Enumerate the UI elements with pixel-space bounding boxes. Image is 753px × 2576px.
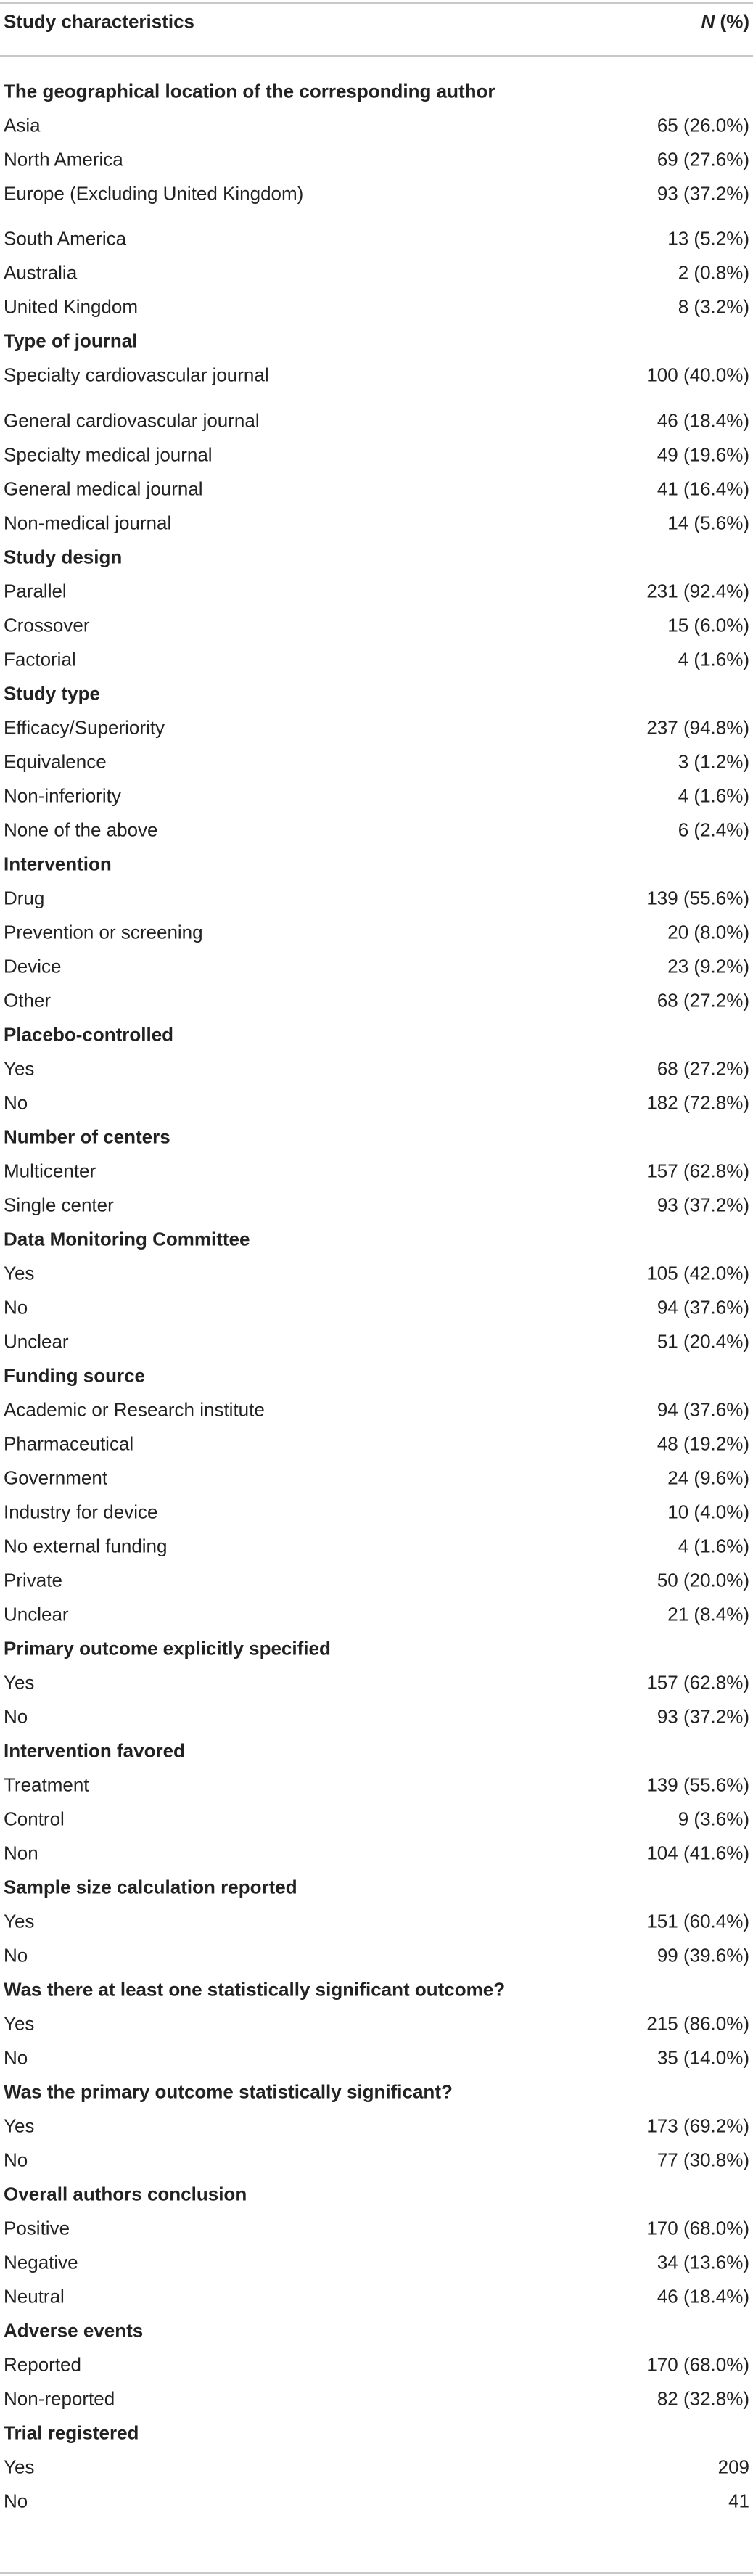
row-value: 77 (30.8%) xyxy=(657,2149,749,2171)
table-row xyxy=(0,1087,753,1119)
table-row xyxy=(0,2247,753,2278)
row-label: Non-reported xyxy=(4,2387,115,2410)
table-row xyxy=(0,1326,753,1358)
row-label: Reported xyxy=(4,2353,81,2376)
row-label: Non-medical journal xyxy=(4,512,172,534)
table-row xyxy=(0,2349,753,2381)
section-header-row xyxy=(0,1871,753,1903)
section-header-row xyxy=(0,678,753,710)
row-value: 139 (55.6%) xyxy=(646,887,749,909)
table-row xyxy=(0,223,753,255)
table-row xyxy=(0,2042,753,2074)
table-row xyxy=(0,1189,753,1221)
table-row xyxy=(0,1530,753,1562)
table-row xyxy=(0,1599,753,1630)
column-header-percent: (%) xyxy=(715,10,749,33)
row-label: Negative xyxy=(4,2251,78,2273)
row-label: Drug xyxy=(4,887,45,909)
table-row xyxy=(0,1394,753,1426)
row-value: 51 (20.4%) xyxy=(657,1330,749,1353)
row-label: None of the above xyxy=(4,819,158,841)
section-header-row xyxy=(0,1121,753,1153)
table-row xyxy=(0,144,753,176)
row-label: Yes xyxy=(4,1262,35,1284)
section-header-row xyxy=(0,2178,753,2210)
row-value: 46 (18.4%) xyxy=(657,409,749,432)
row-label: No xyxy=(4,2490,28,2512)
row-value: 41 (16.4%) xyxy=(657,477,749,500)
table-row xyxy=(0,644,753,676)
table-row xyxy=(0,1769,753,1801)
section-header-row xyxy=(0,2076,753,2108)
table-row xyxy=(0,951,753,983)
row-value: 151 (60.4%) xyxy=(646,1910,749,1932)
row-value: 48 (19.2%) xyxy=(657,1432,749,1455)
table-bottom-rule xyxy=(0,2572,753,2574)
row-value: 157 (62.8%) xyxy=(646,1671,749,1694)
table-row xyxy=(0,507,753,539)
row-label: Europe (Excluding United Kingdom) xyxy=(4,182,304,205)
section-title: Data Monitoring Committee xyxy=(4,1228,250,1250)
table-row xyxy=(0,473,753,505)
row-value: 104 (41.6%) xyxy=(646,1842,749,1864)
table-row xyxy=(0,1940,753,1972)
row-value: 237 (94.8%) xyxy=(646,716,749,739)
table-row xyxy=(0,1906,753,1937)
row-label: No xyxy=(4,2149,28,2171)
row-label: Control xyxy=(4,1808,65,1830)
row-label: General medical journal xyxy=(4,477,203,500)
section-title: Type of journal xyxy=(4,329,138,352)
table-row xyxy=(0,2008,753,2040)
table-row xyxy=(0,882,753,914)
table-row xyxy=(0,610,753,641)
section-title: Placebo-controlled xyxy=(4,1023,174,1046)
row-value: 2 (0.8%) xyxy=(678,261,749,284)
row-label: Industry for device xyxy=(4,1501,158,1523)
table-row xyxy=(0,291,753,323)
table-row xyxy=(0,359,753,391)
row-value: 69 (27.6%) xyxy=(657,148,749,171)
table-row xyxy=(0,1667,753,1699)
table-row xyxy=(0,1428,753,1460)
table-row xyxy=(0,1837,753,1869)
section-title: Study type xyxy=(4,682,100,705)
section-title: Was the primary outcome statistically significant? xyxy=(4,2080,453,2103)
table-row xyxy=(0,2144,753,2176)
row-value: 35 (14.0%) xyxy=(657,2046,749,2069)
table-row xyxy=(0,1701,753,1733)
row-value: 231 (92.4%) xyxy=(646,580,749,602)
row-label: No xyxy=(4,1091,28,1114)
row-label: Australia xyxy=(4,261,78,284)
row-value: 82 (32.8%) xyxy=(657,2387,749,2410)
row-value: 170 (68.0%) xyxy=(646,2353,749,2376)
table-header-row xyxy=(0,6,753,38)
row-label: No xyxy=(4,1296,28,1318)
row-label: Non-inferiority xyxy=(4,784,121,807)
row-value: 8 (3.2%) xyxy=(678,295,749,318)
table-row xyxy=(0,405,753,437)
row-label: Specialty medical journal xyxy=(4,443,213,466)
row-label: South America xyxy=(4,227,127,250)
section-title: Adverse events xyxy=(4,2319,144,2342)
row-value: 105 (42.0%) xyxy=(646,1262,749,1284)
row-label: Prevention or screening xyxy=(4,921,203,943)
row-value: 93 (37.2%) xyxy=(657,1705,749,1728)
row-value: 68 (27.2%) xyxy=(657,1057,749,1080)
section-title: Sample size calculation reported xyxy=(4,1876,297,1898)
row-value: 93 (37.2%) xyxy=(657,182,749,205)
table-row xyxy=(0,1496,753,1528)
row-label: Parallel xyxy=(4,580,67,602)
section-header-row xyxy=(0,1974,753,2006)
row-label: Multicenter xyxy=(4,1160,96,1182)
row-value: 10 (4.0%) xyxy=(667,1501,749,1523)
section-title: Was there at least one statistically significant outcome? xyxy=(4,1978,506,2001)
section-title: Study design xyxy=(4,546,123,568)
row-value: 68 (27.2%) xyxy=(657,989,749,1012)
section-title: Number of centers xyxy=(4,1125,170,1148)
row-label: Positive xyxy=(4,2217,70,2239)
row-label: United Kingdom xyxy=(4,295,138,318)
row-label: Yes xyxy=(4,1910,35,1932)
row-value: 182 (72.8%) xyxy=(646,1091,749,1114)
table-row xyxy=(0,575,753,607)
row-label: Yes xyxy=(4,2114,35,2137)
row-label: Factorial xyxy=(4,648,76,670)
table-row xyxy=(0,1564,753,1596)
row-value: 173 (69.2%) xyxy=(646,2114,749,2137)
table-row xyxy=(0,2485,753,2517)
row-value: 209 xyxy=(717,2456,749,2478)
row-value: 21 (8.4%) xyxy=(667,1603,749,1625)
table-row xyxy=(0,916,753,948)
row-label: Neutral xyxy=(4,2285,65,2308)
row-value: 46 (18.4%) xyxy=(657,2285,749,2308)
section-title: Funding source xyxy=(4,1364,145,1387)
section-title: Intervention favored xyxy=(4,1739,185,1762)
section-header-row xyxy=(0,1223,753,1255)
row-label: Asia xyxy=(4,114,41,136)
table-top-rule xyxy=(0,2,753,4)
column-header-n: N xyxy=(701,10,715,33)
table-row xyxy=(0,1803,753,1835)
row-value: 6 (2.4%) xyxy=(678,819,749,841)
section-header-row xyxy=(0,2417,753,2449)
table-header-rule xyxy=(0,55,753,57)
row-value: 23 (9.2%) xyxy=(667,955,749,977)
row-label: Pharmaceutical xyxy=(4,1432,134,1455)
row-label: Device xyxy=(4,955,62,977)
row-value: 14 (5.6%) xyxy=(667,512,749,534)
row-label: No xyxy=(4,2046,28,2069)
section-header-row xyxy=(0,848,753,880)
section-header-row xyxy=(0,1360,753,1392)
row-label: Crossover xyxy=(4,614,90,636)
table-row xyxy=(0,1053,753,1085)
table-row xyxy=(0,985,753,1017)
table-row xyxy=(0,110,753,141)
table-row xyxy=(0,257,753,289)
row-label: No external funding xyxy=(4,1535,168,1557)
row-value: 139 (55.6%) xyxy=(646,1773,749,1796)
section-header-row xyxy=(0,2315,753,2347)
row-value: 65 (26.0%) xyxy=(657,114,749,136)
table-row xyxy=(0,712,753,744)
section-title: Overall authors conclusion xyxy=(4,2183,247,2205)
table-row xyxy=(0,178,753,210)
row-label: Yes xyxy=(4,2012,35,2035)
row-value: 24 (9.6%) xyxy=(667,1467,749,1489)
column-header-characteristics: Study characteristics xyxy=(4,10,195,33)
table-row xyxy=(0,1292,753,1324)
row-label: North America xyxy=(4,148,123,171)
section-title: The geographical location of the corresponding author xyxy=(4,80,495,102)
row-label: No xyxy=(4,1705,28,1728)
section-title: Trial registered xyxy=(4,2421,139,2444)
row-label: Government xyxy=(4,1467,108,1489)
row-value: 50 (20.0%) xyxy=(657,1569,749,1591)
row-label: Specialty cardiovascular journal xyxy=(4,364,269,386)
row-value: 13 (5.2%) xyxy=(667,227,749,250)
row-value: 215 (86.0%) xyxy=(646,2012,749,2035)
table-row xyxy=(0,2281,753,2313)
section-header-row xyxy=(0,1019,753,1051)
table-row xyxy=(0,1258,753,1289)
row-value: 93 (37.2%) xyxy=(657,1194,749,1216)
row-value: 49 (19.6%) xyxy=(657,443,749,466)
row-label: Yes xyxy=(4,1671,35,1694)
table-row xyxy=(0,2110,753,2142)
row-value: 41 xyxy=(728,2490,749,2512)
row-value: 34 (13.6%) xyxy=(657,2251,749,2273)
table-row xyxy=(0,746,753,778)
section-title: Primary outcome explicitly specified xyxy=(4,1637,331,1660)
row-label: General cardiovascular journal xyxy=(4,409,260,432)
section-title: Intervention xyxy=(4,853,112,875)
table-row xyxy=(0,814,753,846)
row-value: 100 (40.0%) xyxy=(646,364,749,386)
row-value: 15 (6.0%) xyxy=(667,614,749,636)
row-label: Academic or Research institute xyxy=(4,1398,265,1421)
row-label: Non xyxy=(4,1842,38,1864)
table-row xyxy=(0,780,753,812)
row-label: Private xyxy=(4,1569,62,1591)
section-header-row xyxy=(0,75,753,107)
row-label: Yes xyxy=(4,2456,35,2478)
row-label: Unclear xyxy=(4,1330,69,1353)
row-label: Yes xyxy=(4,1057,35,1080)
row-value: 4 (1.6%) xyxy=(678,1535,749,1557)
row-label: Single center xyxy=(4,1194,114,1216)
row-label: Efficacy/Superiority xyxy=(4,716,165,739)
row-value: 170 (68.0%) xyxy=(646,2217,749,2239)
row-label: Other xyxy=(4,989,52,1012)
table-row xyxy=(0,1155,753,1187)
table-row xyxy=(0,2383,753,2415)
row-label: Treatment xyxy=(4,1773,89,1796)
table-row xyxy=(0,1462,753,1494)
row-value: 4 (1.6%) xyxy=(678,648,749,670)
column-header-n-percent xyxy=(701,11,749,33)
row-value: 4 (1.6%) xyxy=(678,784,749,807)
section-header-row xyxy=(0,325,753,357)
row-value: 20 (8.0%) xyxy=(667,921,749,943)
row-label: No xyxy=(4,1944,28,1966)
row-label: Unclear xyxy=(4,1603,69,1625)
section-header-row xyxy=(0,1633,753,1665)
row-value: 9 (3.6%) xyxy=(678,1808,749,1830)
section-header-row xyxy=(0,541,753,573)
row-value: 157 (62.8%) xyxy=(646,1160,749,1182)
row-value: 3 (1.2%) xyxy=(678,750,749,773)
table-row xyxy=(0,439,753,471)
row-label: Equivalence xyxy=(4,750,107,773)
row-value: 94 (37.6%) xyxy=(657,1296,749,1318)
section-header-row xyxy=(0,1735,753,1767)
table-row xyxy=(0,2212,753,2244)
row-value: 94 (37.6%) xyxy=(657,1398,749,1421)
table-row xyxy=(0,2451,753,2483)
row-value: 99 (39.6%) xyxy=(657,1944,749,1966)
